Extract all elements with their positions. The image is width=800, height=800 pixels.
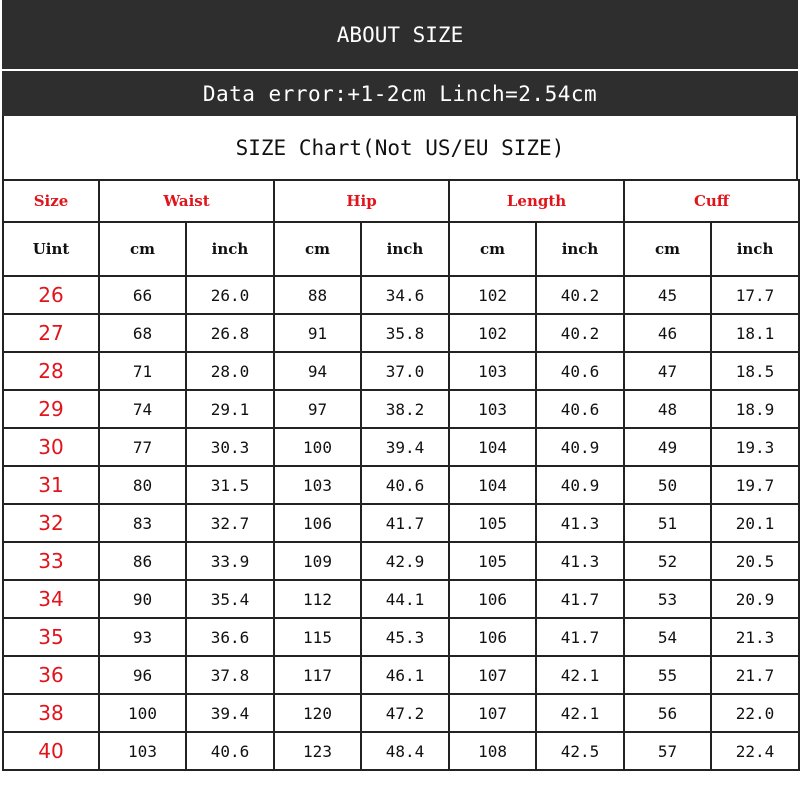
waist-cm-cell: 66 (99, 276, 186, 314)
hip-inch-cell: 37.0 (361, 352, 449, 390)
waist-inch-cell: 29.1 (186, 390, 274, 428)
waist-inch-cell: 28.0 (186, 352, 274, 390)
hip-inch-cell: 45.3 (361, 618, 449, 656)
table-row (3, 428, 799, 466)
size-cell: 29 (3, 390, 99, 428)
cuff-inch-cell: 17.7 (711, 276, 799, 314)
table-row (3, 466, 799, 504)
size-cell: 27 (3, 314, 99, 352)
header-hip: Hip (274, 180, 449, 222)
size-cell: 28 (3, 352, 99, 390)
size-cell: 33 (3, 542, 99, 580)
cuff-cm-cell: 45 (624, 276, 711, 314)
hip-inch-cell: 40.6 (361, 466, 449, 504)
table-row (3, 504, 799, 542)
waist-inch-cell: 26.8 (186, 314, 274, 352)
length-inch-cell: 40.2 (536, 314, 624, 352)
waist-cm-cell: 71 (99, 352, 186, 390)
waist-inch-cell: 39.4 (186, 694, 274, 732)
header-length: Length (449, 180, 624, 222)
error-note-banner (2, 71, 798, 116)
size-table (2, 179, 800, 771)
waist-inch-cell: 32.7 (186, 504, 274, 542)
title-banner (2, 0, 798, 71)
unit-length-cm: cm (449, 222, 536, 276)
cuff-cm-cell: 49 (624, 428, 711, 466)
hip-cm-cell: 88 (274, 276, 361, 314)
waist-cm-cell: 80 (99, 466, 186, 504)
waist-inch-cell: 30.3 (186, 428, 274, 466)
waist-cm-cell: 77 (99, 428, 186, 466)
hip-cm-cell: 103 (274, 466, 361, 504)
length-cm-cell: 107 (449, 694, 536, 732)
length-cm-cell: 106 (449, 618, 536, 656)
length-cm-cell: 107 (449, 656, 536, 694)
hip-inch-cell: 44.1 (361, 580, 449, 618)
waist-inch-cell: 36.6 (186, 618, 274, 656)
cuff-inch-cell: 20.1 (711, 504, 799, 542)
table-row (3, 390, 799, 428)
length-inch-cell: 40.9 (536, 466, 624, 504)
size-cell: 36 (3, 656, 99, 694)
error-note: Data error:+1-2cm Linch=2.54cm (202, 81, 598, 106)
hip-inch-cell: 48.4 (361, 732, 449, 770)
hip-cm-cell: 94 (274, 352, 361, 390)
page-title: ABOUT SIZE (336, 22, 464, 47)
size-cell: 26 (3, 276, 99, 314)
length-cm-cell: 103 (449, 352, 536, 390)
waist-inch-cell: 35.4 (186, 580, 274, 618)
header-waist: Waist (99, 180, 274, 222)
cuff-cm-cell: 51 (624, 504, 711, 542)
unit-cuff-inch: inch (711, 222, 799, 276)
size-cell: 34 (3, 580, 99, 618)
hip-cm-cell: 97 (274, 390, 361, 428)
waist-inch-cell: 40.6 (186, 732, 274, 770)
cuff-cm-cell: 56 (624, 694, 711, 732)
cuff-inch-cell: 18.1 (711, 314, 799, 352)
waist-cm-cell: 100 (99, 694, 186, 732)
unit-label: Uint (3, 222, 99, 276)
table-row (3, 352, 799, 390)
table-row (3, 694, 799, 732)
size-cell: 32 (3, 504, 99, 542)
cuff-cm-cell: 55 (624, 656, 711, 694)
table-row (3, 580, 799, 618)
table-row (3, 732, 799, 770)
cuff-cm-cell: 57 (624, 732, 711, 770)
hip-inch-cell: 46.1 (361, 656, 449, 694)
hip-cm-cell: 106 (274, 504, 361, 542)
hip-inch-cell: 41.7 (361, 504, 449, 542)
unit-length-inch: inch (536, 222, 624, 276)
length-inch-cell: 42.5 (536, 732, 624, 770)
length-cm-cell: 106 (449, 580, 536, 618)
cuff-cm-cell: 46 (624, 314, 711, 352)
hip-cm-cell: 100 (274, 428, 361, 466)
cuff-inch-cell: 19.3 (711, 428, 799, 466)
length-inch-cell: 41.3 (536, 542, 624, 580)
waist-cm-cell: 68 (99, 314, 186, 352)
unit-waist-inch: inch (186, 222, 274, 276)
unit-hip-cm: cm (274, 222, 361, 276)
cuff-inch-cell: 22.4 (711, 732, 799, 770)
length-inch-cell: 41.7 (536, 580, 624, 618)
length-cm-cell: 104 (449, 466, 536, 504)
length-cm-cell: 105 (449, 542, 536, 580)
waist-inch-cell: 31.5 (186, 466, 274, 504)
cuff-inch-cell: 21.3 (711, 618, 799, 656)
length-cm-cell: 102 (449, 314, 536, 352)
table-row (3, 276, 799, 314)
length-cm-cell: 103 (449, 390, 536, 428)
length-cm-cell: 104 (449, 428, 536, 466)
waist-cm-cell: 90 (99, 580, 186, 618)
hip-inch-cell: 39.4 (361, 428, 449, 466)
hip-cm-cell: 109 (274, 542, 361, 580)
length-inch-cell: 42.1 (536, 694, 624, 732)
length-cm-cell: 105 (449, 504, 536, 542)
hip-inch-cell: 47.2 (361, 694, 449, 732)
waist-inch-cell: 26.0 (186, 276, 274, 314)
unit-hip-inch: inch (361, 222, 449, 276)
waist-cm-cell: 93 (99, 618, 186, 656)
cuff-cm-cell: 50 (624, 466, 711, 504)
length-inch-cell: 40.6 (536, 352, 624, 390)
unit-cuff-cm: cm (624, 222, 711, 276)
waist-inch-cell: 33.9 (186, 542, 274, 580)
cuff-cm-cell: 54 (624, 618, 711, 656)
size-cell: 30 (3, 428, 99, 466)
table-row (3, 618, 799, 656)
length-inch-cell: 42.1 (536, 656, 624, 694)
hip-inch-cell: 42.9 (361, 542, 449, 580)
length-cm-cell: 108 (449, 732, 536, 770)
length-cm-cell: 102 (449, 276, 536, 314)
cuff-cm-cell: 53 (624, 580, 711, 618)
cuff-inch-cell: 20.9 (711, 580, 799, 618)
hip-cm-cell: 123 (274, 732, 361, 770)
length-inch-cell: 41.7 (536, 618, 624, 656)
header-cuff: Cuff (624, 180, 799, 222)
waist-cm-cell: 83 (99, 504, 186, 542)
cuff-inch-cell: 20.5 (711, 542, 799, 580)
column-header-row (3, 180, 799, 222)
header-size: Size (3, 180, 99, 222)
table-row (3, 542, 799, 580)
hip-cm-cell: 115 (274, 618, 361, 656)
waist-cm-cell: 74 (99, 390, 186, 428)
hip-cm-cell: 112 (274, 580, 361, 618)
cuff-cm-cell: 48 (624, 390, 711, 428)
cuff-inch-cell: 19.7 (711, 466, 799, 504)
length-inch-cell: 40.2 (536, 276, 624, 314)
waist-cm-cell: 86 (99, 542, 186, 580)
cuff-inch-cell: 18.5 (711, 352, 799, 390)
cuff-inch-cell: 22.0 (711, 694, 799, 732)
chart-title: SIZE Chart(Not US/EU SIZE) (235, 135, 565, 160)
size-cell: 38 (3, 694, 99, 732)
size-cell: 40 (3, 732, 99, 770)
waist-inch-cell: 37.8 (186, 656, 274, 694)
length-inch-cell: 41.3 (536, 504, 624, 542)
hip-cm-cell: 120 (274, 694, 361, 732)
hip-cm-cell: 91 (274, 314, 361, 352)
hip-inch-cell: 35.8 (361, 314, 449, 352)
cuff-inch-cell: 21.7 (711, 656, 799, 694)
waist-cm-cell: 103 (99, 732, 186, 770)
unit-waist-cm: cm (99, 222, 186, 276)
length-inch-cell: 40.6 (536, 390, 624, 428)
size-cell: 35 (3, 618, 99, 656)
chart-title-banner (2, 116, 798, 179)
cuff-cm-cell: 47 (624, 352, 711, 390)
waist-cm-cell: 96 (99, 656, 186, 694)
cuff-inch-cell: 18.9 (711, 390, 799, 428)
hip-inch-cell: 34.6 (361, 276, 449, 314)
unit-header-row (3, 222, 799, 276)
hip-cm-cell: 117 (274, 656, 361, 694)
hip-inch-cell: 38.2 (361, 390, 449, 428)
table-row (3, 656, 799, 694)
cuff-cm-cell: 52 (624, 542, 711, 580)
size-cell: 31 (3, 466, 99, 504)
table-row (3, 314, 799, 352)
length-inch-cell: 40.9 (536, 428, 624, 466)
